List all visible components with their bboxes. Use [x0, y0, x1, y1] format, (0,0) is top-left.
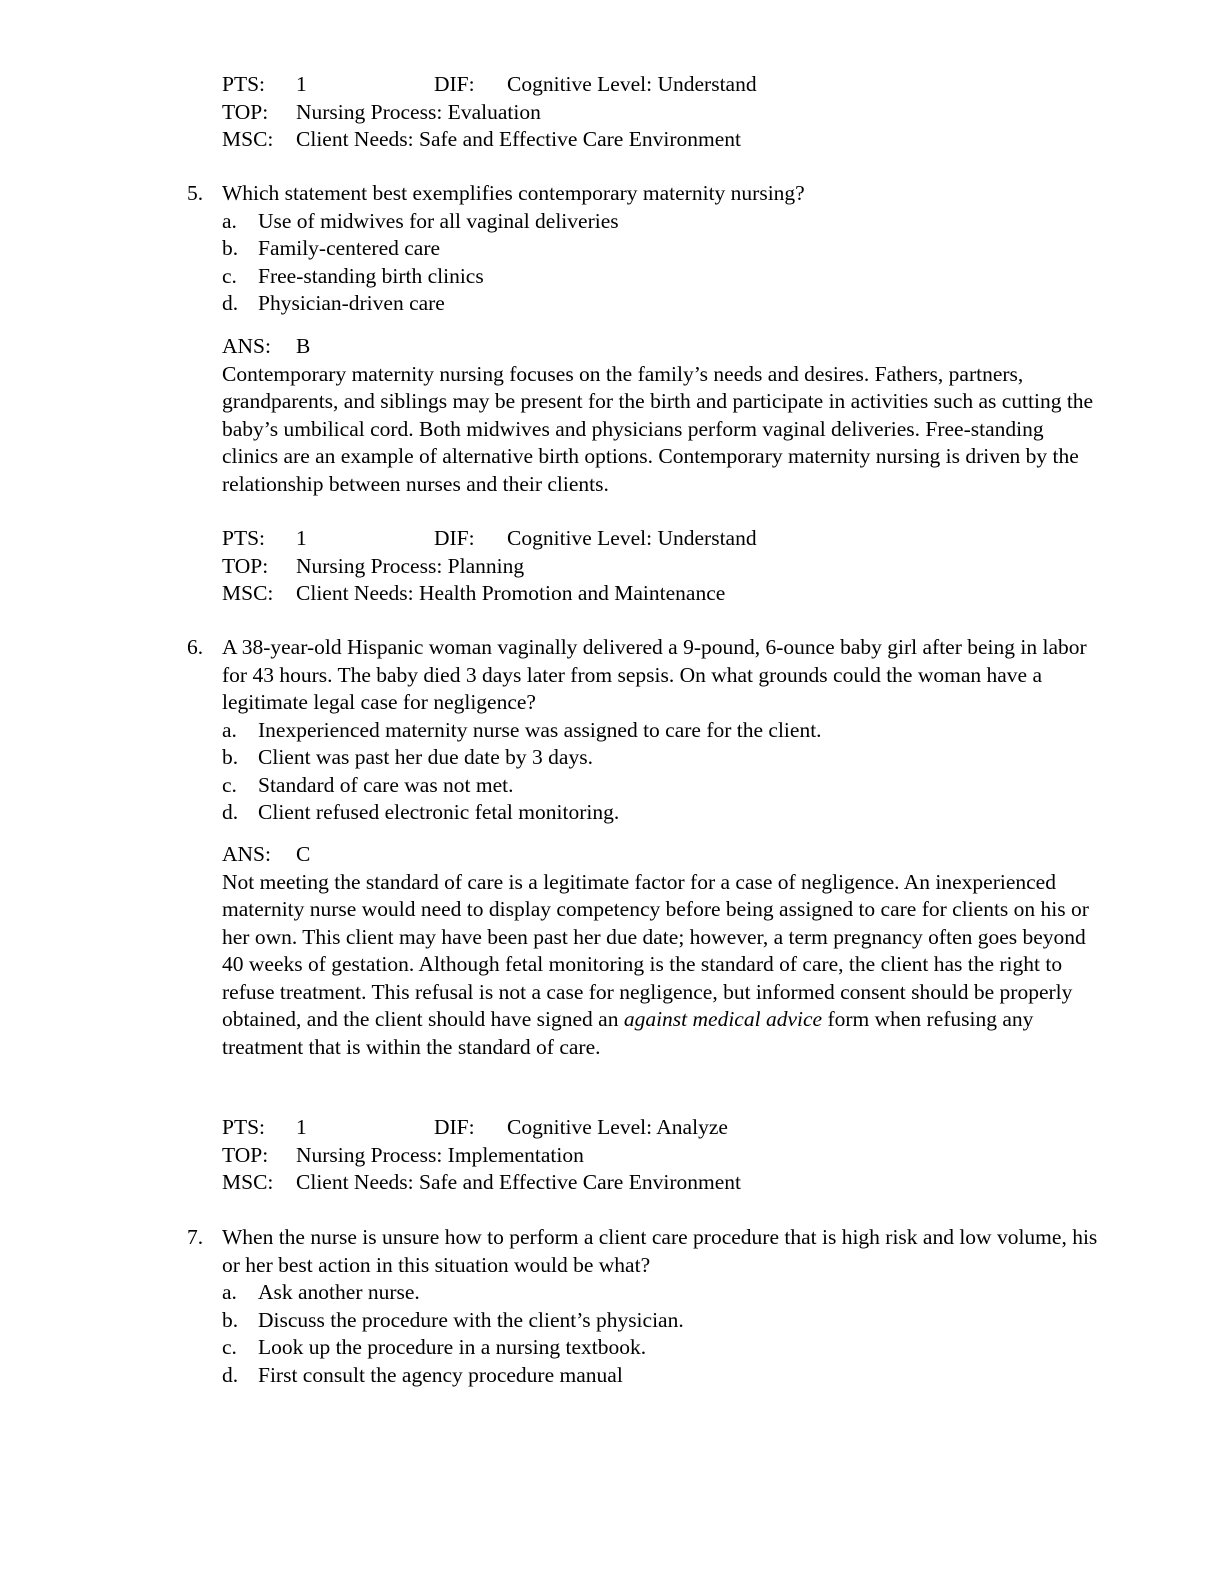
answer-line — [222, 333, 1102, 361]
top-label: TOP: — [222, 1142, 269, 1167]
msc-label: MSC: — [222, 581, 274, 605]
ans-label: ANS: — [222, 842, 271, 866]
rationale-text-end: form when refusing any treatment that is within the standard of care. — [222, 1007, 1034, 1059]
msc-value: Client Needs: Safe and Effective Care Environment — [296, 1170, 741, 1194]
option-b — [222, 744, 1107, 772]
option-text: Family-centered care — [258, 236, 441, 260]
question-7 — [187, 1224, 1107, 1389]
top-value: Nursing Process: Planning — [296, 553, 525, 578]
rationale — [222, 869, 1102, 1062]
rationale-italic-term: against medical advice — [623, 1007, 823, 1031]
option-text: Standard of care was not met. — [258, 772, 514, 797]
question-5 — [187, 180, 1107, 318]
option-b — [222, 235, 1107, 263]
top-value: Nursing Process: Evaluation — [296, 99, 541, 124]
question-stem: Which statement best exemplifies contemporary maternity nursing? — [222, 181, 805, 205]
option-d — [222, 799, 1107, 827]
option-text: Discuss the procedure with the client’s physician. — [258, 1307, 684, 1332]
ans-label: ANS: — [222, 334, 271, 358]
dif-label: DIF: — [434, 72, 475, 96]
question-stem: When the nurse is unsure how to perform a client care procedure that is high risk and low volume, his or her best action in this situation would be what? — [222, 1225, 1098, 1277]
msc-label: MSC: — [222, 127, 274, 151]
dif-label: DIF: — [434, 1115, 475, 1139]
top-label: TOP: — [222, 553, 269, 578]
msc-value: Client Needs: Health Promotion and Maintenance — [296, 581, 726, 605]
option-d — [222, 1362, 1107, 1390]
option-d — [222, 290, 1107, 318]
question-number: 6. — [187, 635, 204, 659]
option-letter: b. — [222, 745, 239, 769]
option-text: Inexperienced maternity nurse was assigned to care for the client. — [258, 717, 822, 742]
msc-label: MSC: — [222, 1170, 274, 1194]
dif-value: Cognitive Level: Understand — [507, 526, 757, 550]
option-text: Client refused electronic fetal monitoring. — [258, 800, 620, 824]
option-letter: a. — [222, 1280, 237, 1304]
option-text: Use of midwives for all vaginal deliveries — [258, 208, 619, 233]
question-stem-line — [187, 180, 1107, 208]
answer-line — [222, 841, 1102, 869]
question-number: 5. — [187, 181, 204, 205]
question-stem: A 38-year-old Hispanic woman vaginally delivered a 9-pound, 6-ounce baby girl after being in labor for 43 hours. The baby died 3 days later from sepsis. On what grounds could the woman have a legitimate legal case for negligence? — [222, 635, 1087, 714]
option-text: Free-standing birth clinics — [258, 263, 484, 288]
option-a — [222, 1279, 1107, 1307]
option-text: Physician-driven care — [258, 291, 445, 315]
option-text: Ask another nurse. — [258, 1280, 420, 1304]
option-a — [222, 717, 1107, 745]
option-letter: d. — [222, 1362, 239, 1387]
option-letter: d. — [222, 800, 239, 824]
option-b — [222, 1307, 1107, 1335]
pts-value: 1 — [296, 1115, 307, 1139]
question-stem-line — [187, 1224, 1107, 1279]
option-c — [222, 772, 1107, 800]
msc-value: Client Needs: Safe and Effective Care Environment — [296, 127, 741, 151]
answer-5 — [222, 333, 1102, 498]
question-6 — [187, 634, 1107, 827]
pts-value: 1 — [296, 72, 307, 96]
option-letter: b. — [222, 236, 239, 260]
pts-label: PTS: — [222, 1115, 266, 1139]
dif-value: Cognitive Level: Analyze — [507, 1115, 728, 1139]
dif-label: DIF: — [434, 526, 475, 550]
option-c — [222, 263, 1107, 291]
option-letter: d. — [222, 291, 239, 315]
ans-value: C — [296, 842, 311, 866]
pts-value: 1 — [296, 526, 307, 550]
question-number: 7. — [187, 1225, 204, 1249]
option-letter: a. — [222, 208, 237, 233]
rationale: Contemporary maternity nursing focuses on the family’s needs and desires. Fathers, partners, grandparents, and siblings may be present for the birth and participate in activities such as cutting the baby’s umbilical cord. Both midwives and physicians perform vaginal deliveries. Free-standing clinics are an example of alternative birth options. Contemporary maternity nursing is driven by the relationship between nurses and their clients. — [222, 361, 1094, 496]
option-text: Look up the procedure in a nursing textbook. — [258, 1335, 647, 1359]
option-letter: b. — [222, 1307, 239, 1332]
top-label: TOP: — [222, 99, 269, 124]
question-stem-line — [187, 634, 1107, 717]
option-letter: c. — [222, 772, 237, 797]
option-text: First consult the agency procedure manual — [258, 1362, 623, 1387]
pts-label: PTS: — [222, 526, 266, 550]
rationale-text: Not meeting the standard of care is a legitimate factor for a case of negligence. An inexperienced maternity nurse would need to display competency before being assigned to care for clients on his or her own. This client may have been past her due date; however, a term pregnancy often goes beyond 40 weeks of gestation. Although fetal monitoring is the standard of care, the client has the right to refuse treatment. This refusal is not a case for negligence, but informed consent should be properly obtained, and the client should have signed an — [222, 869, 1089, 1031]
option-letter: a. — [222, 717, 237, 742]
dif-value: Cognitive Level: Understand — [507, 72, 757, 96]
pts-label: PTS: — [222, 72, 266, 96]
top-value: Nursing Process: Implementation — [296, 1142, 584, 1167]
ans-value: B — [296, 334, 311, 358]
answer-6 — [222, 841, 1102, 1061]
option-c — [222, 1334, 1107, 1362]
option-letter: c. — [222, 263, 237, 288]
option-letter: c. — [222, 1335, 237, 1359]
option-a — [222, 208, 1107, 236]
option-text: Client was past her due date by 3 days. — [258, 745, 593, 769]
